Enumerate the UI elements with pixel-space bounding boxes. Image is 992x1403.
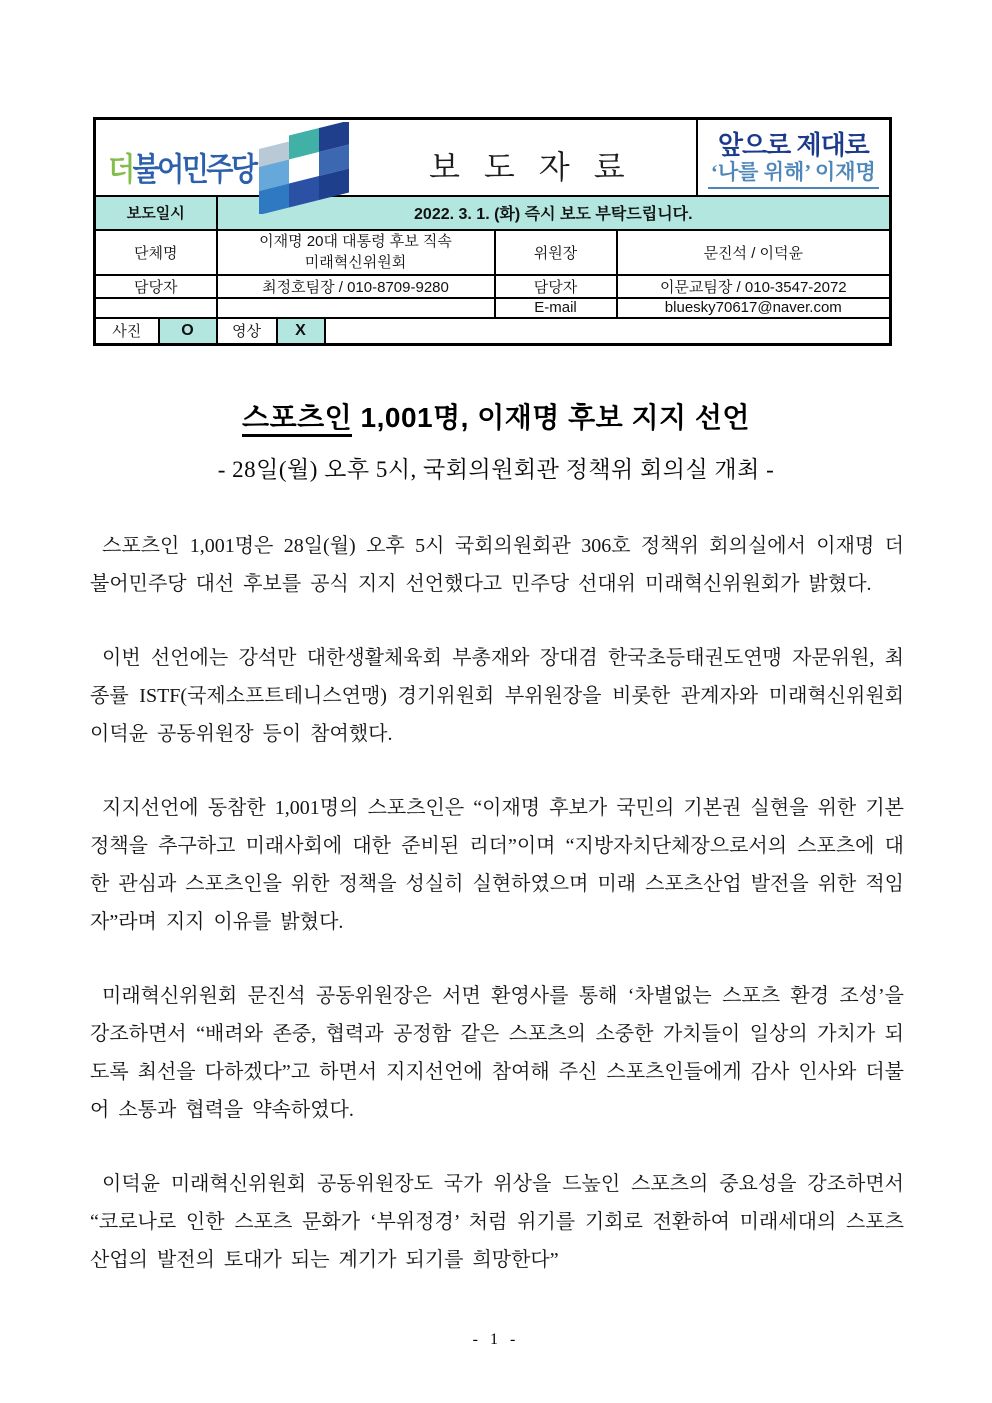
contact-row [95, 275, 891, 298]
org-label: 단체명 [95, 230, 217, 275]
campaign-slogan-cell [697, 119, 891, 196]
release-label: 보도일시 [95, 196, 217, 230]
video-label: 영상 [217, 318, 277, 345]
paragraph: 미래혁신위원회 문진석 공동위원장은 서면 환영사를 통해 ‘차별없는 스포츠 환경 조성’을 강조하면서 “배려와 존중, 협력과 공정함 같은 스포츠의 소중한 가치들이 일상의 가치가 되도록 최선을 다하겠다”고 하면서 지지선언에 참여해 주신 스포츠인들에게 감사 인사와 더불어 소통과 협력을 약속하였다. [90, 985, 904, 1121]
email-row [95, 298, 891, 318]
email-label: E-mail [495, 298, 617, 318]
slogan-line2: ‘나를 위해’ 이재명 [708, 160, 879, 189]
party-flag-icon [253, 122, 349, 214]
masthead-table [93, 117, 892, 346]
slogan-line1: 앞으로 제대로 [717, 129, 869, 160]
contact-left-label: 담당자 [95, 275, 217, 298]
org-value [217, 230, 495, 275]
article-body [90, 527, 904, 1315]
paragraph: 스포츠인 1,001명은 28일(월) 오후 5시 국회의원회관 306호 정책위 회의실에서 이재명 더불어민주당 대선 후보를 공식 지지 선언했다고 민주당 선대위 미래혁신위원회가 밝혔다. [90, 535, 904, 595]
org-value-line1: 이재명 20대 대통령 후보 직속 [259, 233, 452, 250]
article-subtitle: - 28일(월) 오후 5시, 국회의원회관 정책위 회의실 개최 - [217, 457, 775, 482]
party-logo-first-char: 더 [108, 151, 133, 187]
email-value: bluesky70617@naver.com [617, 298, 891, 318]
page-number: - 1 - [472, 1331, 520, 1348]
contact-right-label: 담당자 [495, 275, 617, 298]
org-value-line2: 미래혁신위원회 [304, 254, 407, 271]
photo-label: 사진 [95, 318, 159, 345]
chair-label: 위원장 [495, 230, 617, 275]
media-row [95, 318, 891, 345]
release-value: 2022. 3. 1. (화) 즉시 보도 부탁드립니다. [217, 196, 891, 230]
paragraph: 이번 선언에는 강석만 대한생활체육회 부총재와 장대겸 한국초등태권도연맹 자문위원, 최종률 ISTF(국제소프트테니스연맹) 경기위원회 부위원장을 비롯한 관계자와 미래혁신위원회 이덕윤 공동위원장 등이 참여했다. [90, 647, 904, 745]
org-row [95, 230, 891, 275]
contact-right-value: 이문교팀장 / 010-3547-2072 [617, 275, 891, 298]
contact-left-value: 최정호팀장 / 010-8709-9280 [217, 275, 495, 298]
article-title-underlined: 스포츠인 [242, 402, 352, 437]
banner-row [95, 119, 891, 196]
empty-cell [95, 298, 217, 318]
paragraph: 이덕윤 미래혁신위원회 공동위원장도 국가 위상을 드높인 스포츠의 중요성을 강조하면서 “코로나로 인한 스포츠 문화가 ‘부위정경’ 처럼 위기를 기회로 전환하여 미래세대의 스포츠 산업의 발전의 토대가 되는 계기가 되기를 희망한다” [90, 1173, 904, 1271]
party-logo-rest: 불어민주당 [132, 151, 256, 187]
press-release-title: 보 도 자 료 [428, 149, 633, 185]
empty-cell [217, 298, 495, 318]
paragraph: 지지선언에 동참한 1,001명의 스포츠인은 “이재명 후보가 국민의 기본권 실현을 위한 기본정책을 추구하고 미래사회에 대한 준비된 리더”이며 “지방자치단체장으로서의 스포츠에 대한 관심과 스포츠인을 위한 정책을 성실히 실현하였으며 미래 스포츠산업 발전을 위한 적임자”라며 지지 이유를 밝혔다. [90, 797, 904, 933]
article-title-rest: 1,001명, 이재명 후보 지지 선언 [352, 402, 750, 433]
party-logo [108, 144, 255, 190]
chair-value: 문진석 / 이덕윤 [617, 230, 891, 275]
photo-value: O [159, 318, 217, 345]
video-value: X [277, 318, 325, 345]
release-row [95, 196, 891, 230]
empty-cell [325, 318, 891, 345]
banner-cell [95, 119, 697, 196]
article-title [0, 396, 992, 436]
